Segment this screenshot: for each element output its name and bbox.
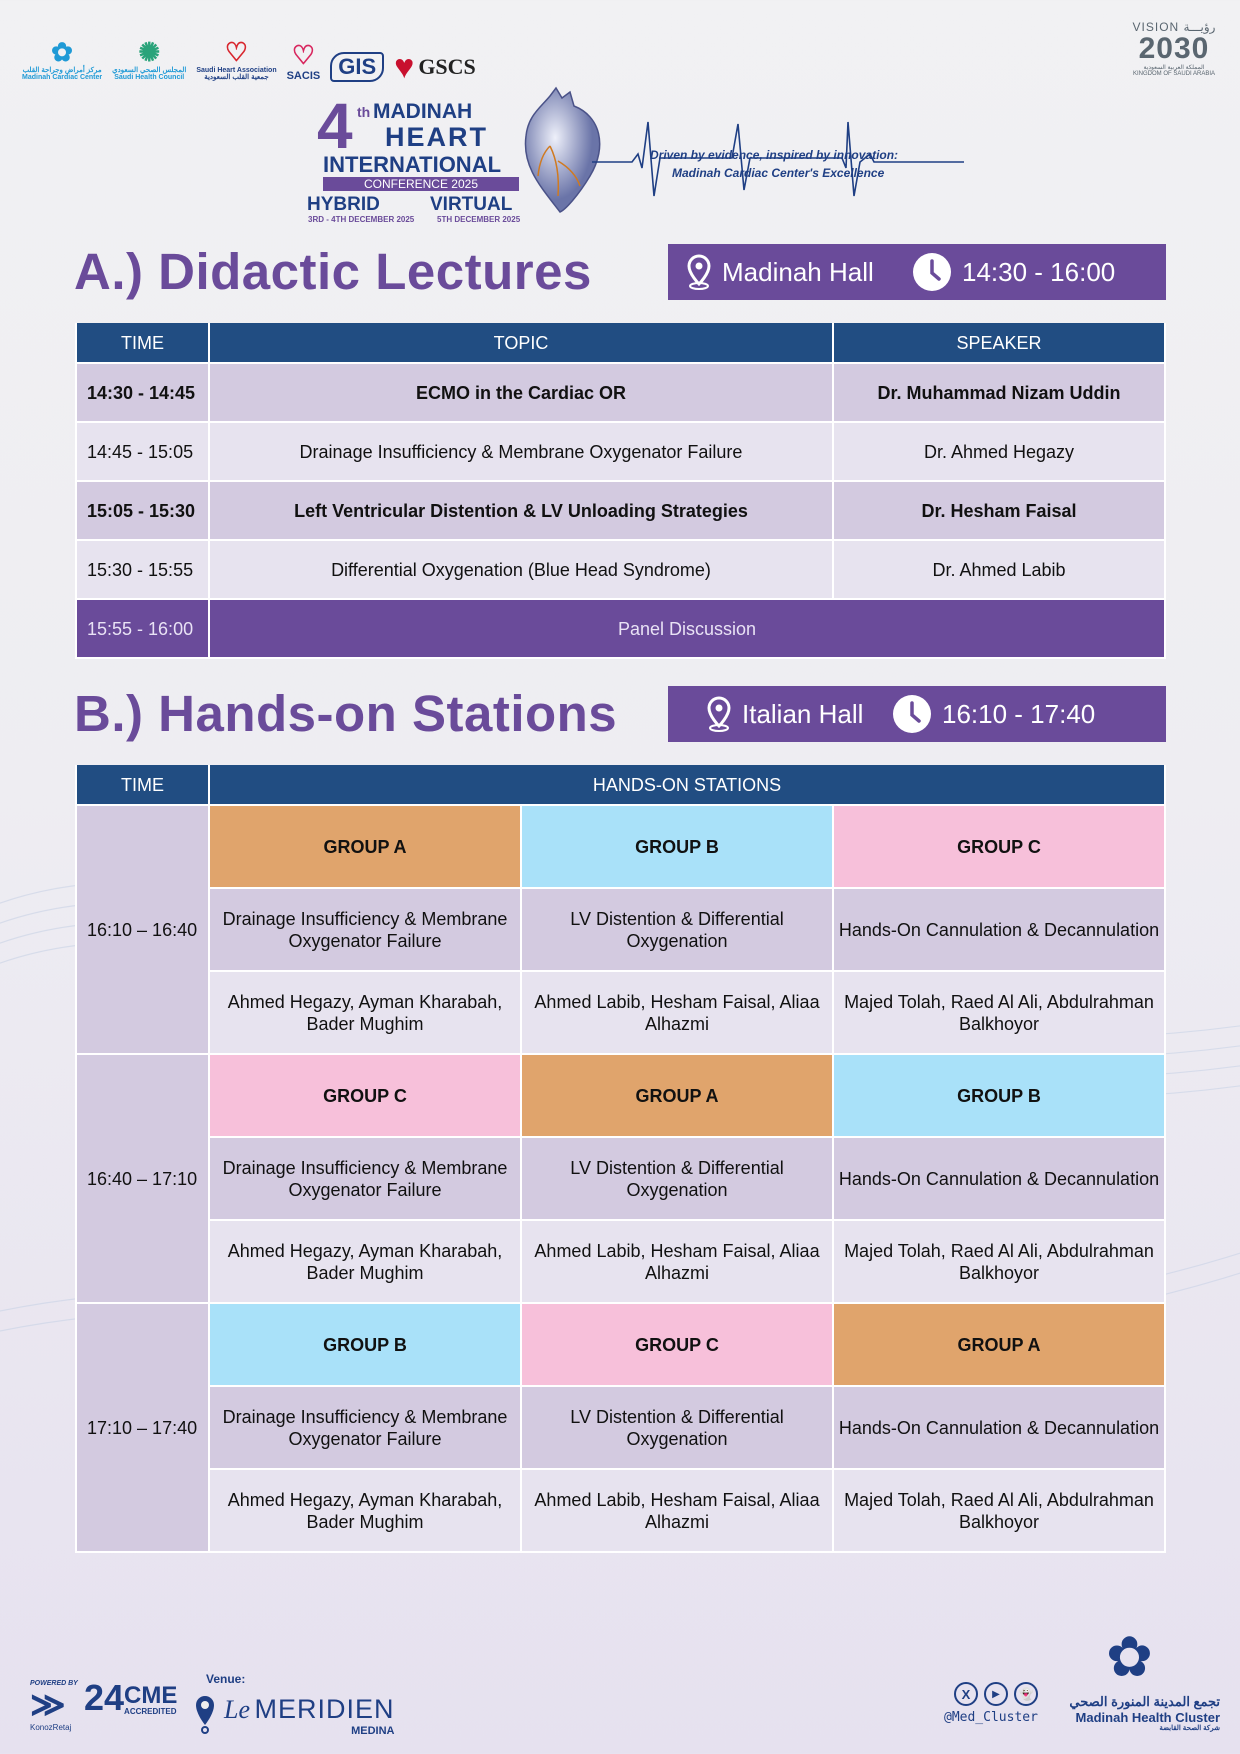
location-name: Madinah Hall — [722, 256, 874, 287]
station-speakers: Ahmed Labib, Hesham Faisal, Aliaa Alhazmi — [521, 1469, 833, 1552]
venue-city: MEDINA — [351, 1725, 395, 1737]
station-speakers: Ahmed Hegazy, Ayman Kharabah, Bader Mughim — [209, 1220, 521, 1303]
vision-text: KINGDOM OF SAUDI ARABIA — [1132, 71, 1215, 77]
station-speakers: Majed Tolah, Raed Al Ali, Abdulrahman Balkhoyor — [833, 1469, 1165, 1552]
venue-le: Le — [224, 1695, 250, 1724]
station-topic: LV Distention & Differential Oxygenation — [521, 1137, 833, 1220]
lecture-topic: Differential Oxygenation (Blue Head Syndrome) — [209, 540, 833, 599]
group-label: GROUP C — [521, 1303, 833, 1386]
hands-on-stations-table — [75, 765, 1166, 1553]
station-speakers-row — [76, 1469, 1165, 1552]
cluster-name-ar: تجمع المدينة المنورة الصحي — [1069, 1694, 1220, 1709]
gis-logo: GIS — [330, 52, 384, 82]
location-pin-icon — [706, 696, 732, 732]
logo-text: GSCS — [418, 53, 476, 79]
station-speakers: Ahmed Hegazy, Ayman Kharabah, Bader Mughim — [209, 971, 521, 1054]
clock-icon — [892, 694, 932, 734]
lecture-time: 15:05 - 15:30 — [76, 481, 209, 540]
conference-tagline — [650, 146, 920, 182]
social-handle[interactable]: @Med_Cluster — [944, 1710, 1038, 1725]
powered-by-logo: POWERED BY ≫ KonozRetaj — [30, 1680, 80, 1732]
station-speakers: Majed Tolah, Raed Al Ali, Abdulrahman Balkhoyor — [833, 971, 1165, 1054]
cme-accredited-badge — [84, 1677, 184, 1718]
station-topic: LV Distention & Differential Oxygenation — [521, 1386, 833, 1469]
lecture-time: 14:30 - 14:45 — [76, 363, 209, 422]
vision-text: المملكة العربية السعودية — [1143, 65, 1205, 71]
station-speakers: Ahmed Labib, Hesham Faisal, Aliaa Alhazmi — [521, 971, 833, 1054]
lecture-speaker: Dr. Ahmed Labib — [833, 540, 1165, 599]
session-time: 14:30 - 16:00 — [962, 256, 1116, 287]
kenz-label: KonozRetaj — [30, 1723, 72, 1732]
group-label: GROUP A — [521, 1054, 833, 1137]
section-a-title: A.) Didactic Lectures — [74, 243, 592, 300]
lecture-row — [76, 481, 1165, 540]
lecture-time: 15:30 - 15:55 — [76, 540, 209, 599]
hybrid-date: 3RD - 4TH DECEMBER 2025 — [308, 215, 415, 224]
station-speakers: Ahmed Labib, Hesham Faisal, Aliaa Alhazmi — [521, 1220, 833, 1303]
station-topic: Drainage Insufficiency & Membrane Oxygenator Failure — [209, 1137, 521, 1220]
gscs-logo: ♥ GSCS — [394, 48, 476, 86]
lecture-speaker: Dr. Ahmed Hegazy — [833, 422, 1165, 481]
logo-text: SACIS — [286, 69, 321, 82]
station-time: 16:10 – 16:40 — [76, 805, 209, 1054]
logo-text: Madinah Cardiac Center — [22, 74, 103, 82]
section-b-title: B.) Hands-on Stations — [74, 685, 618, 742]
didactic-lectures-table — [75, 323, 1166, 659]
conference-ordinal: 4 — [317, 90, 353, 162]
cluster-name-en: Madinah Health Cluster — [1075, 1709, 1220, 1725]
partner-logos — [22, 22, 476, 86]
youtube-icon[interactable]: ▶ — [984, 1682, 1008, 1706]
tagline-line: Madinah Cardiac Center's Excellence — [672, 166, 885, 180]
logo-text: Saudi Heart Association — [196, 66, 277, 74]
conference-title: MADINAH — [373, 100, 473, 123]
panel-time: 15:55 - 16:00 — [76, 599, 209, 658]
conference-title: INTERNATIONAL — [323, 152, 502, 177]
logo-text: مركز أمراض وجراحة القلب — [22, 66, 102, 74]
station-topic: LV Distention & Differential Oxygenation — [521, 888, 833, 971]
logo-text: جمعية القلب السعودية — [204, 74, 269, 82]
station-topic: Hands-On Cannulation & Decannulation — [833, 1386, 1165, 1469]
panel-label: Panel Discussion — [209, 599, 1165, 658]
station-topic-row — [76, 888, 1165, 971]
conference-ordinal-suffix: th — [357, 104, 371, 120]
conference-title: HEART — [385, 122, 488, 152]
column-header-topic: TOPIC — [209, 323, 833, 363]
venue-pin-icon — [194, 1694, 216, 1734]
station-topic: Drainage Insufficiency & Membrane Oxygenator Failure — [209, 1386, 521, 1469]
column-header-speaker: SPEAKER — [833, 323, 1165, 363]
column-header-time: TIME — [76, 765, 209, 805]
lecture-speaker: Dr. Hesham Faisal — [833, 481, 1165, 540]
station-speakers: Ahmed Hegazy, Ayman Kharabah, Bader Mughim — [209, 1469, 521, 1552]
cluster-subtitle: شركة الصحة القابضة — [1159, 1725, 1220, 1733]
vision-text: 2030 — [1138, 32, 1210, 65]
cme-label: CME — [124, 1682, 178, 1709]
lecture-row — [76, 422, 1165, 481]
section-b-location-box — [668, 686, 1166, 742]
section-a-location-box — [668, 244, 1166, 300]
station-speakers-row — [76, 971, 1165, 1054]
saudi-health-council-logo: ✺ المجلس الصحي السعودي Saudi Health Council — [112, 36, 187, 82]
lecture-topic: ECMO in the Cardiac OR — [209, 363, 833, 422]
hybrid-label: HYBRID — [307, 194, 380, 215]
station-time: 17:10 – 17:40 — [76, 1303, 209, 1552]
le-meridien-logo — [224, 1694, 394, 1737]
group-label: GROUP B — [833, 1054, 1165, 1137]
madinah-cardiac-center-logo: ✿ مركز أمراض وجراحة القلب Madinah Cardiac Center — [22, 36, 103, 82]
station-speakers: Majed Tolah, Raed Al Ali, Abdulrahman Balkhoyor — [833, 1220, 1165, 1303]
station-speakers-row — [76, 1220, 1165, 1303]
conference-year: CONFERENCE 2025 — [323, 177, 519, 191]
virtual-date: 5TH DECEMBER 2025 — [437, 215, 521, 224]
group-label: GROUP B — [209, 1303, 521, 1386]
madinah-health-cluster-logo — [1060, 1694, 1220, 1734]
station-topic-row — [76, 1386, 1165, 1469]
powered-by-label: POWERED BY — [30, 1680, 78, 1687]
lecture-speaker: Dr. Muhammad Nizam Uddin — [833, 363, 1165, 422]
location-name: Italian Hall — [742, 698, 864, 729]
lecture-row — [76, 363, 1165, 422]
venue-label: Venue: — [206, 1672, 246, 1686]
madinah-health-cluster-star-logo: ✿ — [1106, 1625, 1153, 1688]
station-topic: Hands-On Cannulation & Decannulation — [833, 888, 1165, 971]
vision-text: VISION رؤيـــة — [1132, 20, 1216, 34]
lecture-row — [76, 540, 1165, 599]
logo-text: المجلس الصحي السعودي — [112, 66, 187, 74]
sacis-logo: ♡ SACIS — [286, 39, 321, 82]
station-topic: Hands-On Cannulation & Decannulation — [833, 1137, 1165, 1220]
saudi-heart-association-logo: ♡ Saudi Heart Association جمعية القلب السعودية — [196, 36, 277, 82]
snapchat-icon[interactable]: 👻 — [1014, 1682, 1038, 1706]
tagline-line: Driven by evidence, inspired by innovation: — [650, 148, 899, 162]
conference-logo — [305, 90, 537, 226]
group-label: GROUP A — [833, 1303, 1165, 1386]
group-label: GROUP C — [209, 1054, 521, 1137]
lecture-topic: Left Ventricular Distention & LV Unloading Strategies — [209, 481, 833, 540]
logo-text: Saudi Health Council — [114, 74, 185, 82]
group-label: GROUP A — [209, 805, 521, 888]
venue-name: MERIDIEN — [254, 1694, 395, 1724]
session-time: 16:10 - 17:40 — [942, 698, 1096, 729]
station-group-row — [76, 1303, 1165, 1386]
station-group-row — [76, 1054, 1165, 1137]
accredited-label: ACCREDITED — [124, 1707, 177, 1716]
column-header-stations: HANDS-ON STATIONS — [209, 765, 1165, 805]
clock-icon — [912, 252, 952, 292]
cme-hours: 24 — [84, 1677, 125, 1718]
station-group-row — [76, 805, 1165, 888]
x-twitter-icon[interactable]: X — [954, 1682, 978, 1706]
panel-discussion-row — [76, 599, 1165, 658]
station-topic-row — [76, 1137, 1165, 1220]
lecture-topic: Drainage Insufficiency & Membrane Oxygenator Failure — [209, 422, 833, 481]
social-icons — [954, 1682, 1038, 1706]
lecture-time: 14:45 - 15:05 — [76, 422, 209, 481]
location-pin-icon — [686, 254, 712, 290]
group-label: GROUP B — [521, 805, 833, 888]
station-topic: Drainage Insufficiency & Membrane Oxygenator Failure — [209, 888, 521, 971]
column-header-time: TIME — [76, 323, 209, 363]
station-time: 16:40 – 17:10 — [76, 1054, 209, 1303]
virtual-label: VIRTUAL — [430, 194, 513, 215]
vision-2030-logo — [1129, 20, 1219, 77]
group-label: GROUP C — [833, 805, 1165, 888]
